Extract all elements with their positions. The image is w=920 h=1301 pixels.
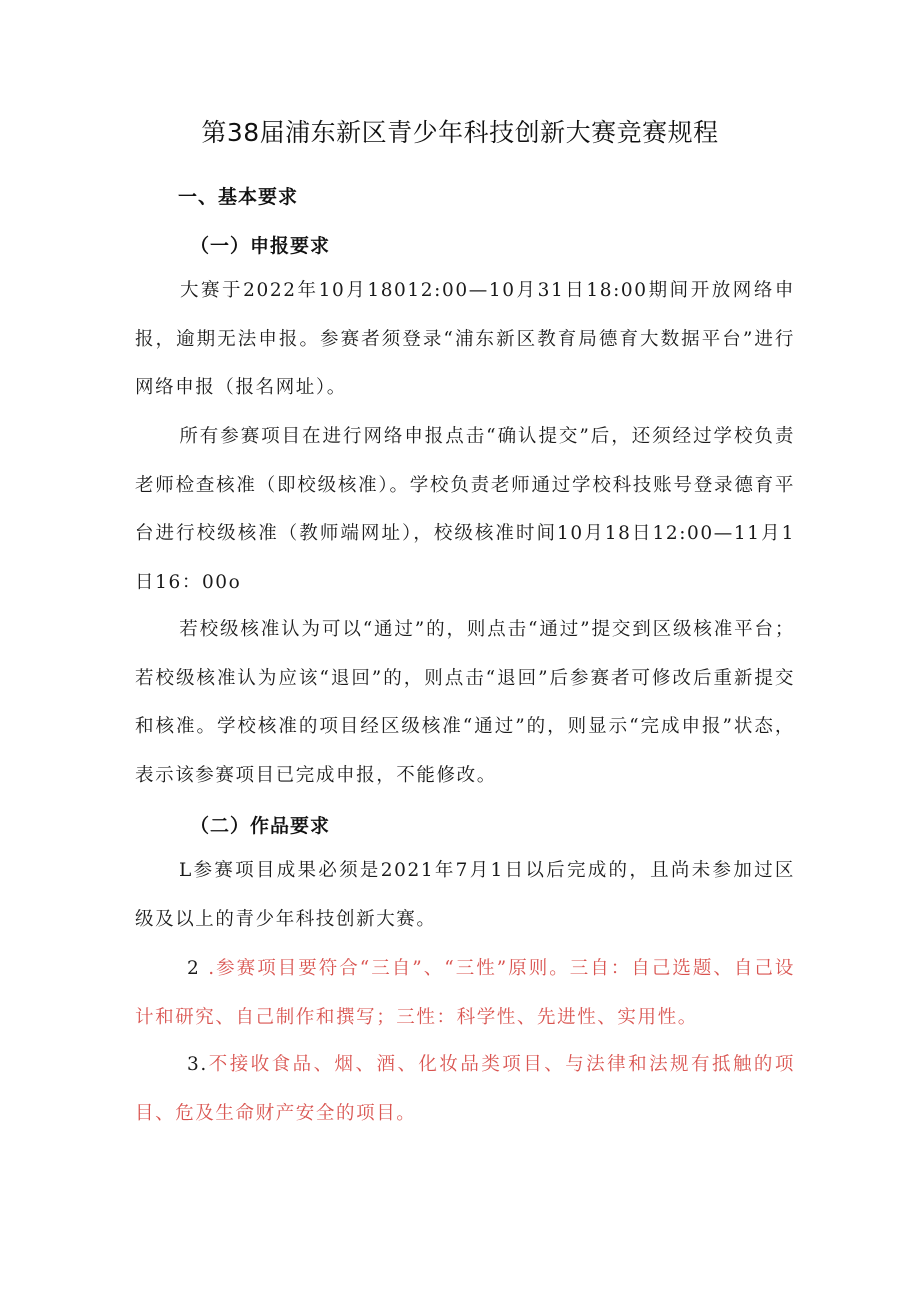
paragraph-work-date-requirement — [135, 847, 795, 944]
item-number: 3. — [187, 1054, 208, 1075]
paragraph-text: .参赛项目要符合“三自”、“三性”原则。三自：自己选题、自己设计和研究、自己制作和撰写；三性：科学性、先进性、实用性。 — [135, 958, 795, 1028]
paragraph-text: 若校级核准认为可以“通过”的，则点击“通过”提交到区级核准平台；若校级核准认为应该“退回”的，则点击“退回”后参赛者可修改后重新提交和核准。学校核准的项目经区级核准“通过”的，则显示“完成申报”状态，表示该参赛项目已完成申报，不能修改。 — [135, 619, 795, 786]
item-number: 2 — [187, 958, 201, 979]
subsection-heading-work-requirements: （二）作品要求 — [190, 815, 331, 837]
paragraph-text: 大赛于2022年10月18012:00—10月31日18:00期间开放网络申报，逾期无法申报。参赛者须登录“浦东新区教育局德育大数据平台”进行网络申报（报名网址）。 — [135, 280, 795, 398]
paragraph-application-period — [135, 267, 795, 413]
paragraph-excluded-projects — [135, 1041, 795, 1138]
paragraph-review-result — [135, 606, 795, 800]
paragraph-text: 所有参赛项目在进行网络申报点击“确认提交”后，还须经过学校负责老师检查核准（即校级核准）。学校负责老师通过学校科技账号登录德育平台进行校级核准（教师端网址），校级核准时间10月18日12:00—11月1日16：00o — [135, 426, 795, 593]
paragraph-text: L参赛项目成果必须是2021年7月1日以后完成的，且尚未参加过区级及以上的青少年科技创新大赛。 — [135, 860, 795, 930]
paragraph-text: 不接收食品、烟、酒、化妆品类项目、与法律和法规有抵触的项目、危及生命财产安全的项目。 — [135, 1054, 795, 1124]
paragraph-three-principles — [135, 945, 795, 1042]
subsection-heading-application: （一）申报要求 — [190, 235, 331, 257]
document-title: 第38届浦东新区青少年科技创新大赛竞赛规程 — [201, 118, 719, 147]
section-heading-basic-requirements: 一、基本要求 — [178, 186, 299, 208]
paragraph-school-review — [135, 413, 795, 607]
